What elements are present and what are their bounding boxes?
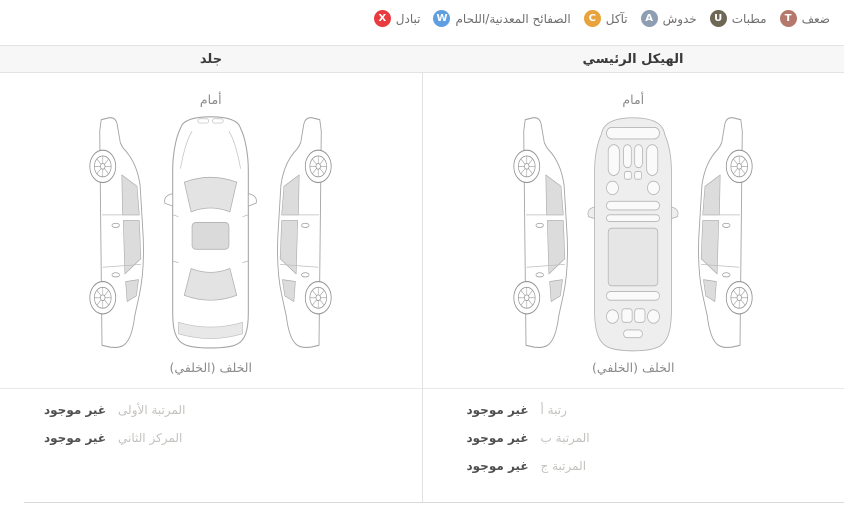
condition-label: المرتبة الأولى <box>118 403 186 417</box>
panel-title-main-structure: الهيكل الرئيسي <box>582 51 684 67</box>
car-underbody-view <box>586 113 680 353</box>
condition-rows <box>0 388 422 503</box>
damage-legend <box>374 8 830 29</box>
car-side-view-left <box>86 114 150 352</box>
underbody-diagram <box>423 112 844 354</box>
front-direction-label: أمام <box>622 92 645 107</box>
legend-item-scratches <box>641 10 697 27</box>
damage-code-w-icon: W <box>433 10 450 27</box>
damage-code-a-icon: A <box>641 10 658 27</box>
condition-rows <box>423 388 844 503</box>
section-header-band <box>0 45 844 73</box>
car-top-view <box>162 113 259 353</box>
car-side-view-right <box>692 114 756 352</box>
car-side-view-left <box>510 114 574 352</box>
damage-code-c-icon: C <box>584 10 601 27</box>
legend-item-welding <box>433 10 570 27</box>
car-side-view-right <box>271 114 335 352</box>
legend-label: تآكل <box>605 11 628 26</box>
rear-direction-label: الخلف (الخلفي) <box>169 360 252 375</box>
condition-label: المرتبة ب <box>540 431 590 445</box>
bottom-divider <box>24 502 844 503</box>
legend-label: ضعف <box>801 11 830 26</box>
legend-item-replacement <box>374 10 421 27</box>
condition-row <box>467 403 844 417</box>
damage-code-u-icon: U <box>710 10 727 27</box>
front-direction-label: أمام <box>199 92 222 107</box>
damage-code-t-icon: T <box>780 10 797 27</box>
body-diagram <box>0 112 422 354</box>
panels-container <box>0 72 844 503</box>
condition-value: غير موجود <box>466 431 529 445</box>
legend-item-weakness <box>780 10 830 27</box>
legend-label: الصفائح المعدنية/اللحام <box>455 11 571 26</box>
legend-label: خدوش <box>662 11 697 26</box>
condition-row <box>44 431 422 445</box>
condition-row <box>44 403 422 417</box>
rear-direction-label: الخلف (الخلفي) <box>592 360 675 375</box>
condition-row <box>467 459 844 473</box>
legend-label: تبادل <box>395 11 421 26</box>
legend-item-dents <box>710 10 767 27</box>
panel-main-structure <box>422 72 844 503</box>
damage-code-x-icon: X <box>374 10 391 27</box>
condition-value: غير موجود <box>44 403 107 417</box>
panel-title-leather: جلد <box>199 51 223 67</box>
panel-leather <box>0 72 422 503</box>
legend-item-corrosion <box>584 10 628 27</box>
condition-value: غير موجود <box>44 431 107 445</box>
condition-label: رتبة أ <box>540 403 567 417</box>
condition-value: غير موجود <box>466 459 529 473</box>
legend-label: مطبات <box>731 11 767 26</box>
condition-row <box>467 431 844 445</box>
condition-label: المرتبة ج <box>540 459 587 473</box>
condition-label: المركز الثاني <box>118 431 183 445</box>
condition-value: غير موجود <box>466 403 529 417</box>
